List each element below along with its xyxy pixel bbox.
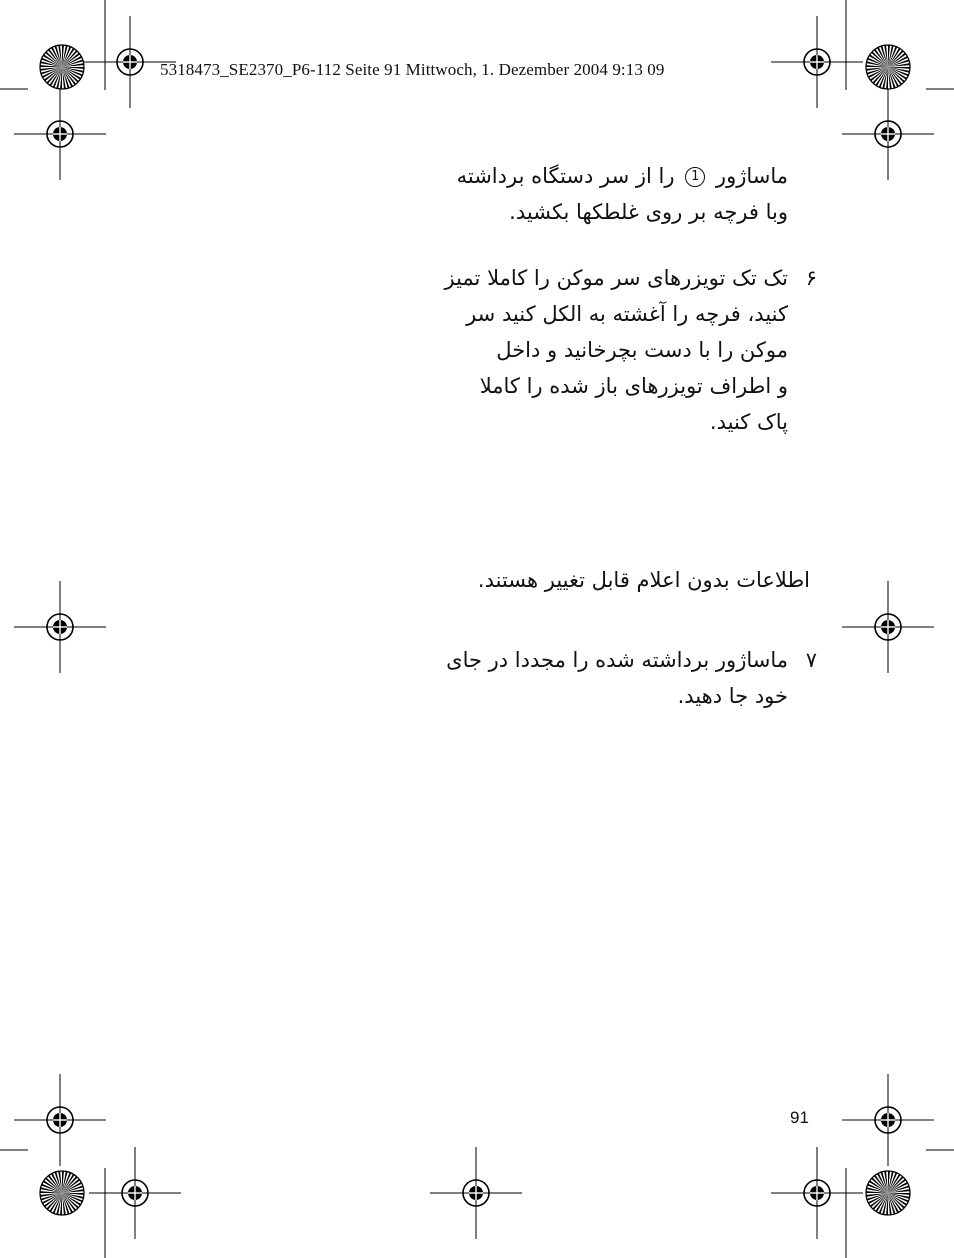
text-segment: را از سر دستگاه برداشته xyxy=(456,164,675,188)
starburst-target-icon xyxy=(40,45,84,89)
step-7 xyxy=(0,642,817,714)
starburst-target-icon xyxy=(866,1171,910,1215)
registration-mark-icon xyxy=(14,88,106,180)
step-6 xyxy=(0,260,817,440)
intro-paragraph xyxy=(457,158,788,230)
starburst-target-icon xyxy=(40,1171,84,1215)
text-segment: ماساژور xyxy=(715,164,788,188)
registration-mark-icon xyxy=(430,1147,522,1239)
text-line: موکن را با دست بچرخانید و داخل xyxy=(496,338,788,362)
registration-mark-icon xyxy=(842,88,934,180)
text-line: ماساژور برداشته شده را مجددا در جای xyxy=(446,648,788,672)
registration-mark-icon xyxy=(842,1074,934,1166)
text-line: وبا فرچه بر روی غلطکها بکشید. xyxy=(509,200,788,224)
disclaimer-note: اطلاعات بدون اعلام قابل تغییر هستند. xyxy=(477,568,810,592)
registration-mark-icon xyxy=(89,1147,181,1239)
text-line: تک تک تویزرهای سر موکن را کاملا تمیز xyxy=(444,266,788,290)
starburst-target-icon xyxy=(866,45,910,89)
step-number: ۷ xyxy=(805,648,817,672)
text-line: پاک کنید. xyxy=(709,410,788,434)
part-number-callout: 1 xyxy=(685,167,705,187)
registration-mark-icon xyxy=(14,1074,106,1166)
text-line xyxy=(457,158,788,194)
print-slug-line: 5318473_SE2370_P6-112 Seite 91 Mittwoch, 1. Dezember 2004 9:13 09 xyxy=(160,60,665,79)
registration-mark-icon xyxy=(771,1147,863,1239)
registration-mark-icon xyxy=(771,16,863,108)
text-line: کنید، فرچه را آغشته به الکل کنید سر xyxy=(466,302,788,326)
registration-mark-icon xyxy=(842,581,934,673)
page-number: 91 xyxy=(790,1108,809,1127)
text-line: خود جا دهید. xyxy=(677,684,788,708)
text-line: و اطراف تویزرهای باز شده را کاملا xyxy=(479,374,788,398)
step-number: ۶ xyxy=(805,266,817,290)
